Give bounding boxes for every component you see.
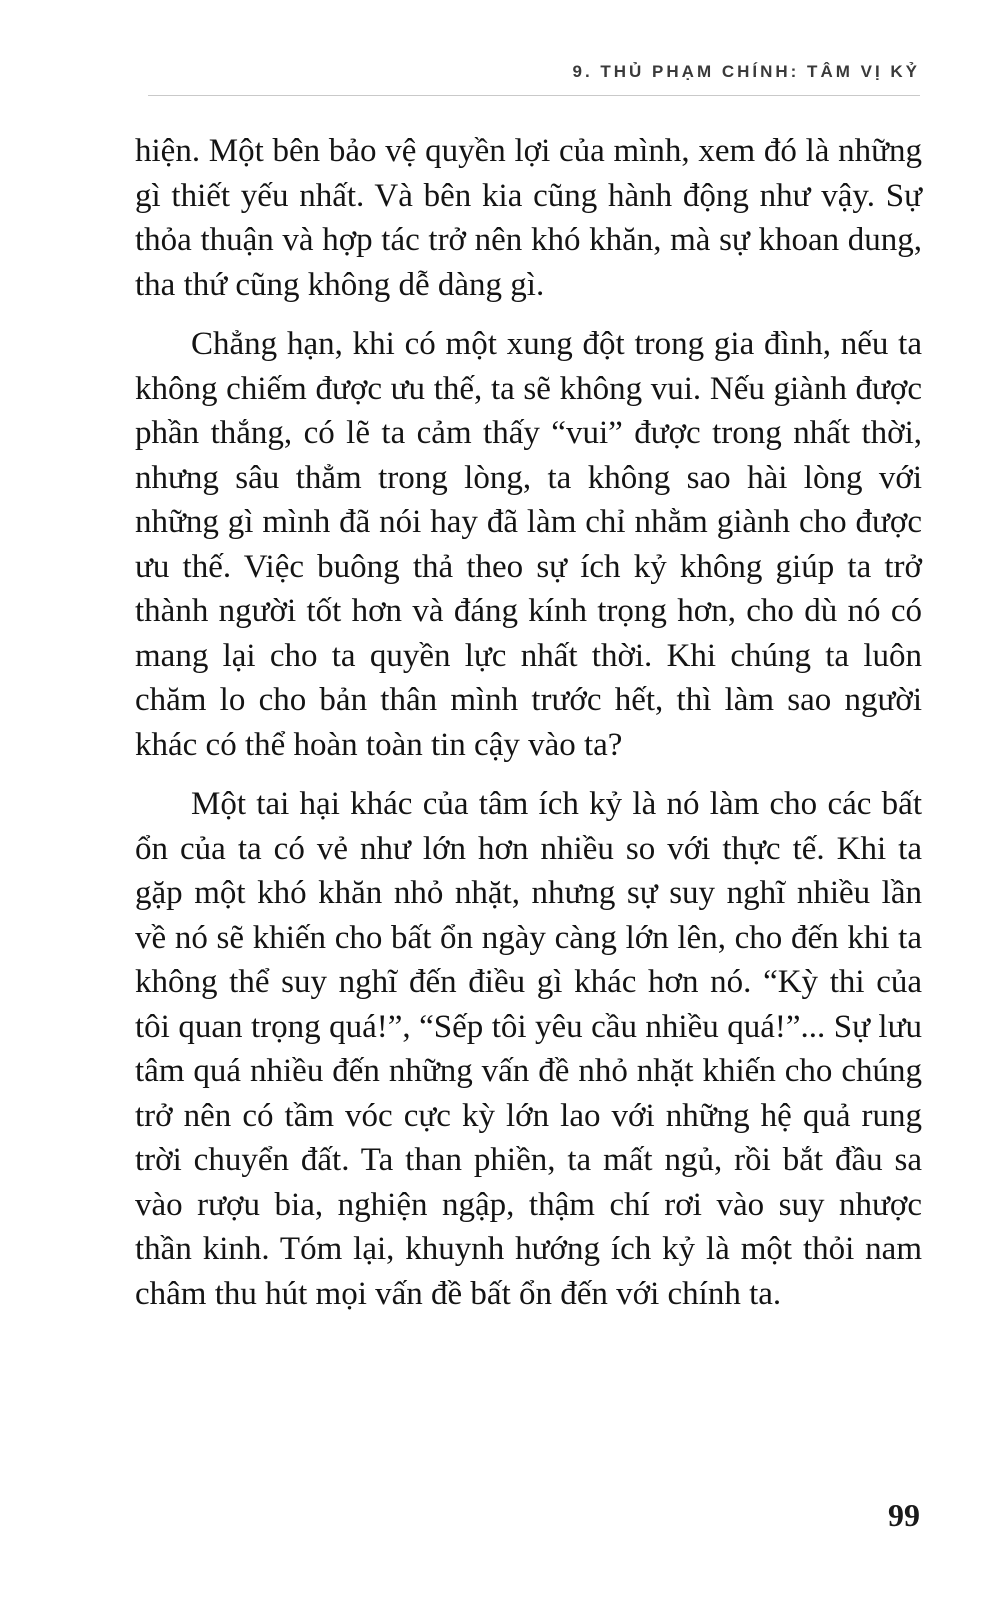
running-header: 9. THỦ PHẠM CHÍNH: TÂM VỊ KỶ — [572, 62, 920, 81]
paragraph-2: Chẳng hạn, khi có một xung đột trong gia đình, nếu ta không chiếm được ưu thế, ta sẽ không vui. Nếu giành được phần thắng, có lẽ ta cảm thấy “vui” được trong nhất thời, nhưng sâu thẳm trong lòng, ta không sao hài lòng với những gì mình đã nói hay đã làm chỉ nhằm giành cho được ưu thế. Việc buông thả theo sự ích kỷ không giúp ta trở thành người tốt hơn và đáng kính trọng hơn, cho dù nó có mang lại cho ta quyền lực nhất thời. Khi chúng ta luôn chăm lo cho bản thân mình trước hết, thì làm sao người khác có thể hoàn toàn tin cậy vào ta? — [135, 326, 922, 763]
paragraph-1: hiện. Một bên bảo vệ quyền lợi của mình, xem đó là những gì thiết yếu nhất. Và bên kia cũng hành động như vậy. Sự thỏa thuận và hợp tác trở nên khó khăn, mà sự khoan dung, tha thứ cũng không dễ dàng gì. — [135, 133, 922, 303]
page-number: 99 — [888, 1497, 920, 1533]
header-divider — [148, 95, 920, 96]
paragraph-3: Một tai hại khác của tâm ích kỷ là nó làm cho các bất ổn của ta có vẻ như lớn hơn nhiều so với thực tế. Khi ta gặp một khó khăn nhỏ nhặt, nhưng sự suy nghĩ nhiều lần về nó sẽ khiến cho bất ổn ngày càng lớn lên, cho đến khi ta không thể suy nghĩ đến điều gì khác hơn nó. “Kỳ thi của tôi quan trọng quá!”, “Sếp tôi yêu cầu nhiều quá!”... Sự lưu tâm quá nhiều đến những vấn đề nhỏ nhặt khiến cho chúng trở nên có tầm vóc cực kỳ lớn lao với những hệ quả rung trời chuyển đất. Ta than phiền, ta mất ngủ, rồi bắt đầu sa vào rượu bia, nghiện ngập, thậm chí rơi vào suy nhược thần kinh. Tóm lại, khuynh hướng ích kỷ là một thỏi nam châm thu hút mọi vấn đề bất ổn đến với chính ta. — [135, 786, 922, 1312]
body-text — [135, 129, 922, 1331]
